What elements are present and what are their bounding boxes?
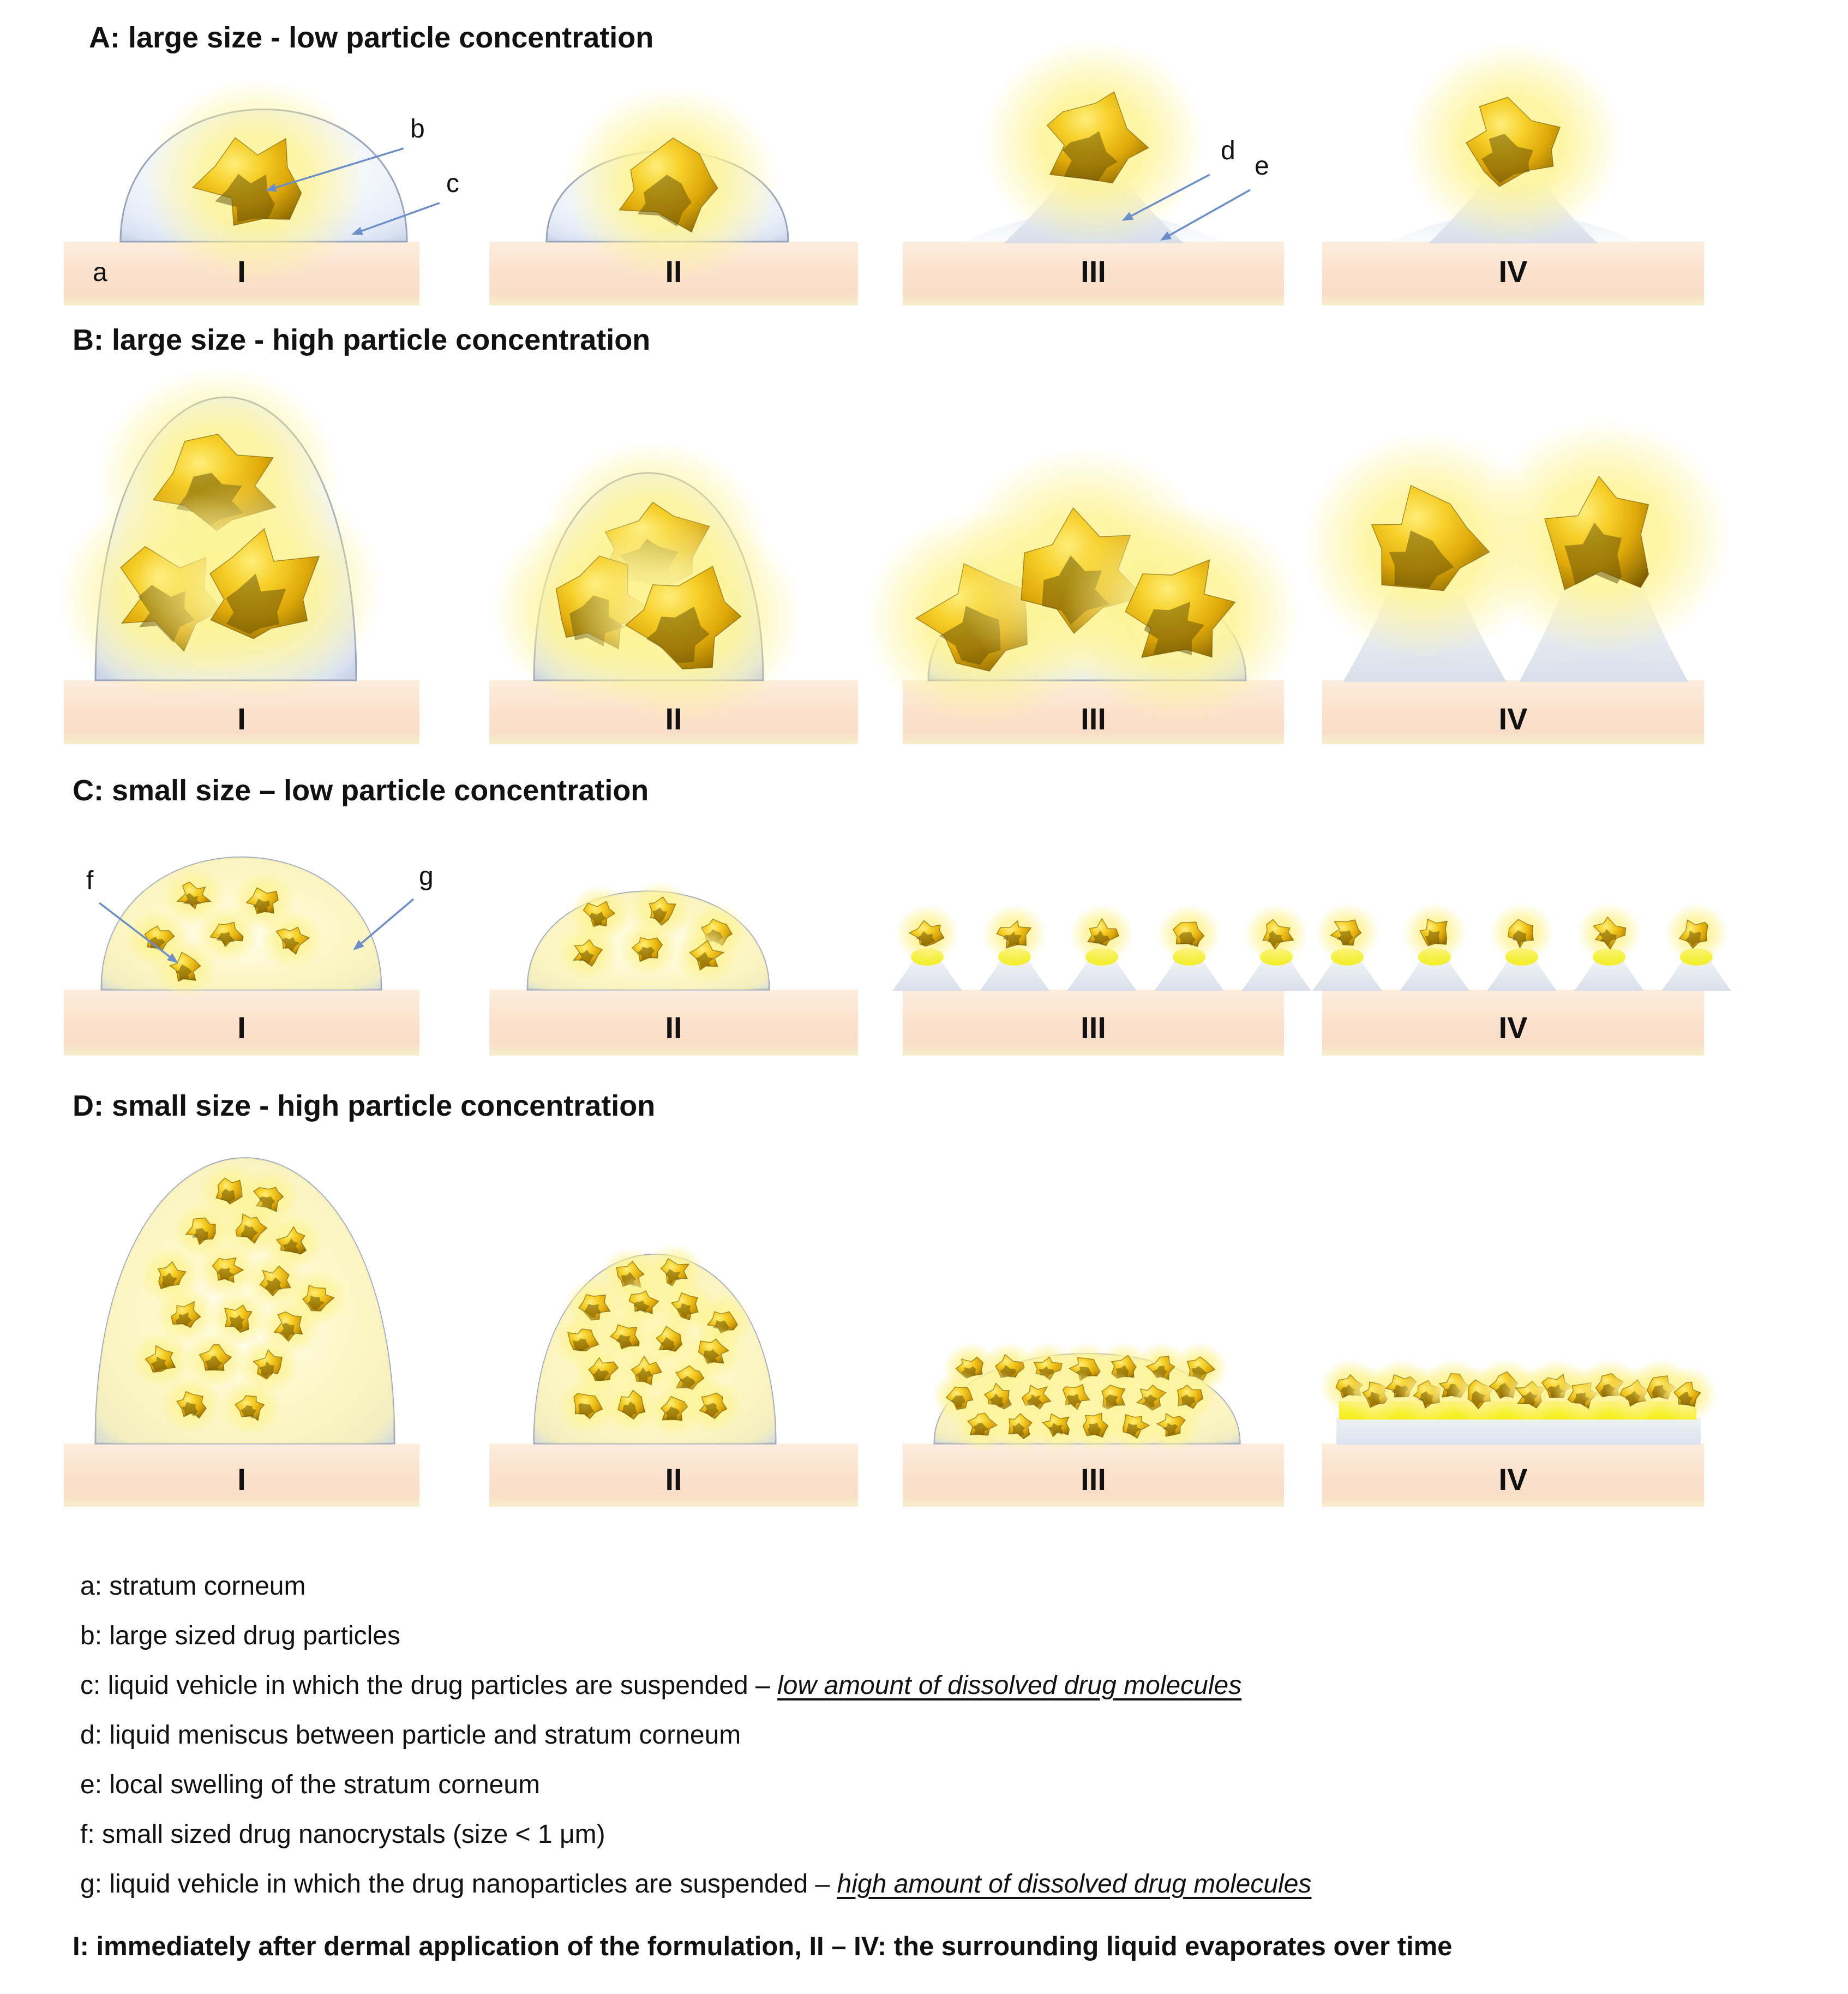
- drug-particle: [1657, 1367, 1717, 1422]
- drug-particle: [982, 904, 1047, 963]
- drug-particle: [1402, 903, 1467, 962]
- annotation-letter: b: [410, 115, 425, 143]
- stage-label: IV: [1498, 254, 1528, 289]
- drug-particle: [160, 1375, 222, 1433]
- drug-particle: [1477, 420, 1731, 655]
- annotation-letter: c: [446, 169, 459, 198]
- stage-label: II: [665, 1462, 682, 1496]
- stage-label: IV: [1498, 702, 1528, 736]
- drug-particle: [1664, 903, 1729, 962]
- stage-label: III: [1081, 702, 1106, 736]
- annotation-letter: f: [86, 866, 94, 895]
- row-d-title: D: small size - high particle concentration: [73, 1089, 656, 1122]
- drug-particle: [260, 909, 324, 968]
- drug-particle: [153, 938, 218, 998]
- drug-particle: [1244, 904, 1309, 963]
- skin-label: a: [93, 258, 107, 287]
- stage-label: II: [665, 1010, 682, 1045]
- drug-particle: [568, 510, 802, 726]
- stage-label: I: [237, 1462, 246, 1496]
- footnote: I: immediately after dermal application of the formulation, II – IV: the surrounding liquid evaporates over time: [73, 1932, 1453, 1961]
- drug-particle: [1405, 42, 1622, 244]
- legend-item-b: b: large sized drug particles: [80, 1621, 400, 1650]
- drug-particle: [1577, 903, 1641, 962]
- drug-particle: [1315, 903, 1379, 962]
- drug-particle: [144, 79, 367, 285]
- legend-item-d: d: liquid meniscus between particle and stratum corneum: [80, 1721, 741, 1750]
- drug-particle: [220, 1379, 282, 1436]
- drug-particle: [895, 904, 959, 963]
- stage-label: II: [665, 702, 682, 736]
- drug-particle: [1070, 904, 1134, 963]
- drug-particle: [982, 40, 1205, 246]
- row-a-title: A: large size - low particle concentration: [89, 21, 654, 54]
- drug-particle: [557, 923, 619, 981]
- annotation-letter: g: [419, 862, 434, 891]
- drug-particle: [1490, 903, 1554, 962]
- row-b-diagram: [0, 360, 1848, 764]
- stage-label: IV: [1498, 1010, 1528, 1045]
- legend-item-e: e: local swelling of the stratum corneum: [80, 1770, 541, 1799]
- drug-particle: [617, 919, 680, 977]
- stage-label: II: [665, 254, 682, 289]
- drug-particle: [1157, 904, 1221, 963]
- row-c-diagram: [0, 818, 1848, 1080]
- legend-item-f: f: small sized drug nanocrystals (size < 1 μm): [80, 1820, 605, 1849]
- drug-particle: [683, 1378, 743, 1433]
- row-d-diagram: [0, 1140, 1848, 1528]
- drug-particle: [675, 927, 737, 985]
- stage-label: I: [237, 702, 246, 736]
- row-c-title: C: small size – low particle concentration: [73, 774, 649, 807]
- row-a-diagram: [0, 76, 1848, 338]
- legend-item-c: c: liquid vehicle in which the drug particles are suspended – low amount of dissolved drug molecules: [80, 1671, 1242, 1700]
- drug-particle: [138, 476, 382, 702]
- stage-label: I: [237, 254, 246, 289]
- row-b-title: B: large size - high particle concentration: [73, 324, 651, 356]
- legend-item-g: g: liquid vehicle in which the drug nanoparticles are suspended – high amount of dissolved drug molecules: [80, 1870, 1312, 1899]
- liquid-film: [1336, 1417, 1701, 1445]
- stage-label: IV: [1498, 1462, 1528, 1496]
- legend-item-a: a: stratum corneum: [80, 1572, 306, 1601]
- stage-label: I: [237, 1010, 246, 1045]
- stage-label: III: [1081, 1010, 1106, 1045]
- stage-label: III: [1081, 1462, 1106, 1496]
- annotation-letter: e: [1255, 152, 1269, 181]
- legend: [80, 1561, 1311, 1909]
- drug-particle: [1062, 504, 1300, 724]
- stage-label: III: [1081, 254, 1106, 289]
- annotation-letter: d: [1221, 136, 1235, 165]
- drug-particle: [1145, 1399, 1201, 1451]
